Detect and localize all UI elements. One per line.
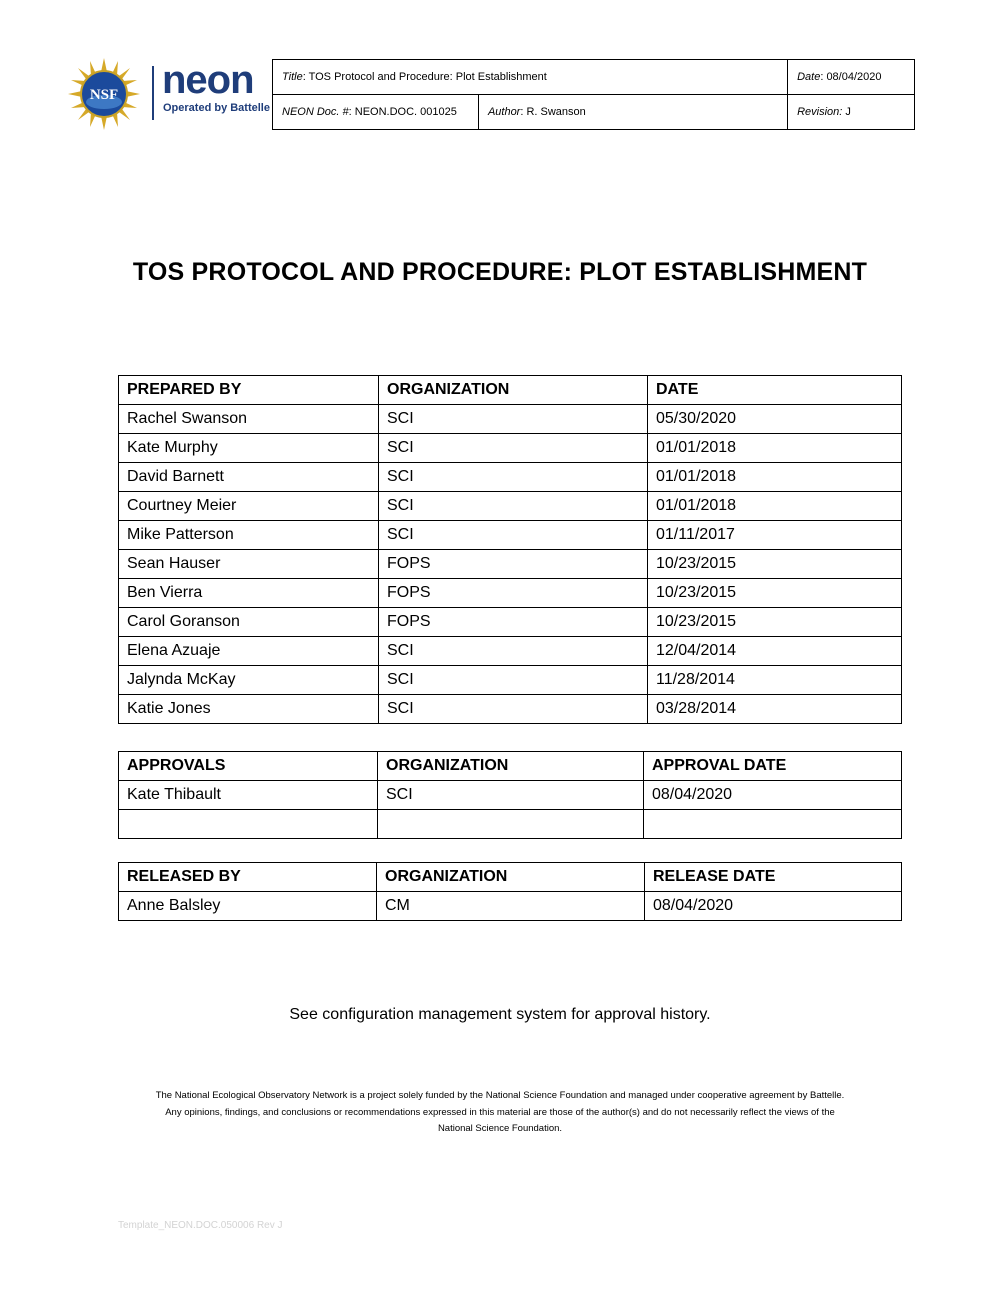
neon-tagline: Operated by Battelle	[163, 102, 270, 114]
preparer-name: Carol Goranson	[119, 608, 379, 637]
preparer-name: Ben Vierra	[119, 579, 379, 608]
table-row	[119, 492, 902, 521]
organization: SCI	[379, 637, 648, 666]
neon-wordmark: neon	[162, 58, 254, 102]
disclaimer-line: National Science Foundation.	[437, 1123, 563, 1134]
document-title: TOS PROTOCOL AND PROCEDURE: PLOT ESTABLISHMENT	[132, 258, 868, 286]
template-identifier: Template_NEON.DOC.050006 Rev J	[118, 1220, 283, 1231]
table-row	[119, 695, 902, 724]
column-header: PREPARED BY	[119, 376, 379, 405]
preparer-name: David Barnett	[119, 463, 379, 492]
table-row	[119, 892, 902, 921]
organization: SCI	[379, 695, 648, 724]
table-row	[119, 579, 902, 608]
table-row	[119, 521, 902, 550]
organization: SCI	[379, 405, 648, 434]
table-row	[119, 550, 902, 579]
table-header-row	[119, 752, 902, 781]
date: 01/01/2018	[648, 492, 902, 521]
date: 01/01/2018	[648, 434, 902, 463]
column-header: DATE	[648, 376, 902, 405]
svg-text:NSF: NSF	[89, 87, 119, 103]
nsf-seal-icon	[68, 58, 140, 130]
column-header: ORGANIZATION	[379, 376, 648, 405]
prepared-by-table	[118, 375, 902, 724]
header-revision-cell: Revision: J	[788, 95, 915, 130]
preparer-name: Mike Patterson	[119, 521, 379, 550]
disclaimer-line: Any opinions, findings, and conclusions or recommendations expressed in this material are those of the author(s) and do not necessarily reflect the views of the	[165, 1106, 835, 1118]
table-header-row	[119, 376, 902, 405]
approval-date: 08/04/2020	[644, 781, 902, 810]
organization: SCI	[379, 521, 648, 550]
approver-name	[119, 810, 378, 839]
neon-logo	[68, 58, 273, 130]
header-doc-number-cell: NEON Doc. #: NEON.DOC. 001025	[273, 95, 479, 130]
date: 12/04/2014	[648, 637, 902, 666]
preparer-name: Kate Murphy	[119, 434, 379, 463]
preparer-name: Sean Hauser	[119, 550, 379, 579]
date: 01/11/2017	[648, 521, 902, 550]
document-header-table	[272, 59, 915, 130]
funding-disclaimer	[100, 1088, 900, 1138]
organization: SCI	[379, 463, 648, 492]
column-header: ORGANIZATION	[377, 863, 645, 892]
config-management-note: See configuration management system for approval history.	[289, 1006, 711, 1023]
column-header: ORGANIZATION	[378, 752, 644, 781]
preparer-name: Katie Jones	[119, 695, 379, 724]
table-row	[119, 608, 902, 637]
date: 11/28/2014	[648, 666, 902, 695]
column-header: RELEASED BY	[119, 863, 377, 892]
date: 03/28/2014	[648, 695, 902, 724]
approval-date	[644, 810, 902, 839]
date: 10/23/2015	[648, 608, 902, 637]
preparer-name: Jalynda McKay	[119, 666, 379, 695]
date: 05/30/2020	[648, 405, 902, 434]
approvals-table	[118, 751, 902, 839]
organization: SCI	[379, 492, 648, 521]
date: 10/23/2015	[648, 579, 902, 608]
organization: FOPS	[379, 579, 648, 608]
organization: SCI	[379, 434, 648, 463]
organization: SCI	[379, 666, 648, 695]
preparer-name: Elena Azuaje	[119, 637, 379, 666]
table-row	[119, 666, 902, 695]
table-row	[119, 781, 902, 810]
organization: FOPS	[379, 550, 648, 579]
release-date: 08/04/2020	[645, 892, 902, 921]
header-date-cell: Date: 08/04/2020	[788, 60, 915, 95]
table-row	[119, 405, 902, 434]
preparer-name: Courtney Meier	[119, 492, 379, 521]
header-author-cell: Author: R. Swanson	[478, 95, 787, 130]
organization: FOPS	[379, 608, 648, 637]
organization: CM	[377, 892, 645, 921]
organization: SCI	[378, 781, 644, 810]
approver-name: Kate Thibault	[119, 781, 378, 810]
column-header: APPROVALS	[119, 752, 378, 781]
table-row	[119, 434, 902, 463]
preparer-name: Rachel Swanson	[119, 405, 379, 434]
date: 01/01/2018	[648, 463, 902, 492]
disclaimer-line: The National Ecological Observatory Network is a project solely funded by the National Science Foundation and managed under cooperative agreement by Battelle.	[155, 1090, 845, 1101]
column-header: RELEASE DATE	[645, 863, 902, 892]
header-title-cell: Title: TOS Protocol and Procedure: Plot Establishment	[273, 60, 788, 95]
table-header-row	[119, 863, 902, 892]
released-by-table	[118, 862, 902, 921]
column-header: APPROVAL DATE	[644, 752, 902, 781]
logo-divider	[152, 66, 154, 120]
date: 10/23/2015	[648, 550, 902, 579]
table-row	[119, 463, 902, 492]
table-row	[119, 810, 902, 839]
releaser-name: Anne Balsley	[119, 892, 377, 921]
organization	[378, 810, 644, 839]
table-row	[119, 637, 902, 666]
